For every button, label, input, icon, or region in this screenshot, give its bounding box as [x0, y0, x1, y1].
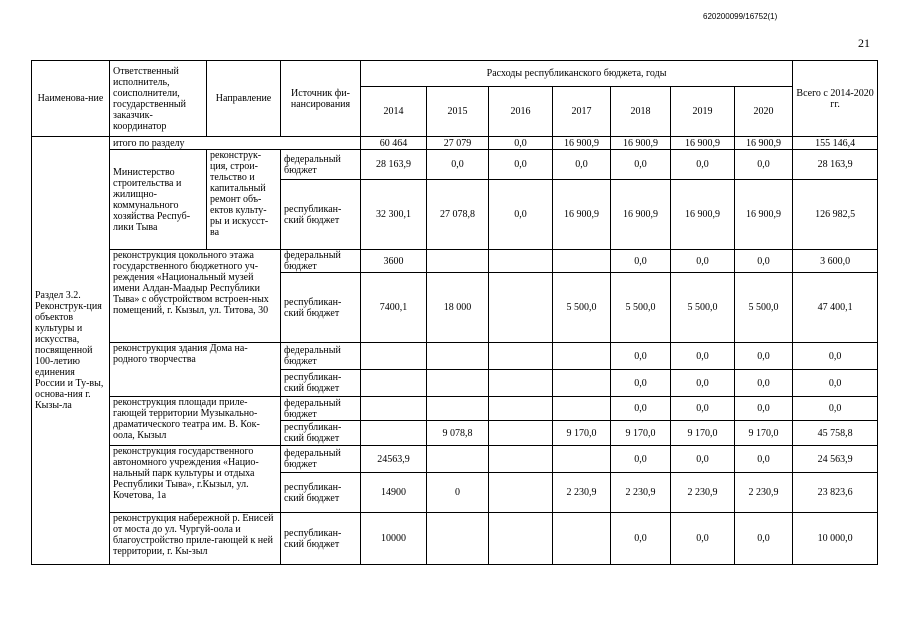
value-cell: 2 230,9: [611, 473, 671, 513]
header-year: 2014: [361, 87, 427, 137]
value-cell: 5 500,0: [671, 273, 735, 343]
value-cell: 16 900,9: [671, 180, 735, 250]
header-expenses: Расходы республиканского бюджета, годы: [361, 61, 793, 87]
value-cell: 16 900,9: [553, 137, 611, 150]
value-cell: 16 900,9: [611, 180, 671, 250]
value-cell: [427, 397, 489, 421]
total-cell: 28 163,9: [793, 150, 878, 180]
section-name: Раздел 3.2. Реконструк-ция объектов культуры и искусства, посвященной 100-летию единения России и Ту-вы, основа-ния г. Кызы-ла: [32, 137, 110, 565]
funding-source: республикан-ский бюджет: [281, 370, 361, 397]
value-cell: 28 163,9: [361, 150, 427, 180]
value-cell: 2 230,9: [553, 473, 611, 513]
value-cell: 60 464: [361, 137, 427, 150]
project-row: [32, 513, 878, 565]
header-name: Наименова-ние: [32, 61, 110, 137]
value-cell: 0,0: [611, 370, 671, 397]
value-cell: 0,0: [671, 370, 735, 397]
header-year: 2020: [735, 87, 793, 137]
value-cell: 3600: [361, 250, 427, 273]
value-cell: 0,0: [611, 397, 671, 421]
project-row: [32, 250, 878, 273]
value-cell: [427, 343, 489, 370]
header-year: 2017: [553, 87, 611, 137]
value-cell: 10000: [361, 513, 427, 565]
value-cell: [361, 397, 427, 421]
ministry-direction: реконструк-ция, строи-тельство и капитальный ремонт объ-ектов культу-ры и искусст-ва: [207, 150, 281, 250]
value-cell: 0,0: [671, 513, 735, 565]
value-cell: [489, 273, 553, 343]
value-cell: 0,0: [427, 150, 489, 180]
header-row: [32, 61, 878, 87]
value-cell: 0,0: [735, 343, 793, 370]
value-cell: 0,0: [735, 446, 793, 473]
value-cell: [553, 250, 611, 273]
project-row: [32, 397, 878, 421]
value-cell: 16 900,9: [611, 137, 671, 150]
value-cell: 9 170,0: [553, 421, 611, 446]
value-cell: [553, 513, 611, 565]
value-cell: 7400,1: [361, 273, 427, 343]
value-cell: 0,0: [611, 343, 671, 370]
funding-source: федеральный бюджет: [281, 397, 361, 421]
funding-source: республикан-ский бюджет: [281, 421, 361, 446]
value-cell: 9 170,0: [735, 421, 793, 446]
header-total: Всего с 2014-2020 гг.: [793, 61, 878, 137]
total-cell: 0,0: [793, 370, 878, 397]
value-cell: 18 000: [427, 273, 489, 343]
value-cell: 32 300,1: [361, 180, 427, 250]
funding-source: республикан-ский бюджет: [281, 473, 361, 513]
total-cell: 47 400,1: [793, 273, 878, 343]
budget-table: [31, 60, 878, 565]
value-cell: 0: [427, 473, 489, 513]
page-number: 21: [858, 36, 870, 50]
value-cell: [489, 421, 553, 446]
value-cell: [361, 370, 427, 397]
header-year: 2015: [427, 87, 489, 137]
header-year: 2018: [611, 87, 671, 137]
value-cell: 0,0: [611, 150, 671, 180]
value-cell: [489, 250, 553, 273]
value-cell: 9 078,8: [427, 421, 489, 446]
funding-source: республикан-ский бюджет: [281, 513, 361, 565]
value-cell: [553, 343, 611, 370]
value-cell: 5 500,0: [611, 273, 671, 343]
value-cell: [361, 421, 427, 446]
value-cell: [553, 370, 611, 397]
value-cell: [553, 397, 611, 421]
project-row: [32, 343, 878, 370]
value-cell: 5 500,0: [553, 273, 611, 343]
funding-source: республикан-ский бюджет: [281, 180, 361, 250]
itogo-label: итого по разделу: [110, 137, 361, 150]
value-cell: 27 079: [427, 137, 489, 150]
value-cell: 14900: [361, 473, 427, 513]
value-cell: [553, 446, 611, 473]
value-cell: 0,0: [671, 250, 735, 273]
document-id: 620200099/16752(1): [703, 12, 778, 21]
value-cell: 0,0: [489, 150, 553, 180]
ministry-row: [32, 150, 878, 180]
value-cell: 16 900,9: [735, 137, 793, 150]
total-cell: 0,0: [793, 343, 878, 370]
value-cell: 0,0: [489, 137, 553, 150]
value-cell: 2 230,9: [671, 473, 735, 513]
project-name: реконструкция набережной р. Енисей от моста до ул. Чургуй-оола и благоустройство приле-гающей к ней территории, г. Кы-зыл: [110, 513, 281, 565]
value-cell: 27 078,8: [427, 180, 489, 250]
project-name: реконструкция государственного автономного учреждения «Нацио-нальный парк культуры и отдыха Республики Тыва», г.Кызыл, ул. Кочетова, 1а: [110, 446, 281, 513]
total-cell: 23 823,6: [793, 473, 878, 513]
value-cell: 0,0: [671, 397, 735, 421]
funding-source: республикан-ский бюджет: [281, 273, 361, 343]
value-cell: [427, 370, 489, 397]
project-name: реконструкция площади приле-гающей территории Музыкально-драматического театра им. В. Кок-оола, Кызыл: [110, 397, 281, 446]
value-cell: 16 900,9: [553, 180, 611, 250]
value-cell: [489, 397, 553, 421]
total-cell: 10 000,0: [793, 513, 878, 565]
total-cell: 3 600,0: [793, 250, 878, 273]
value-cell: [427, 250, 489, 273]
total-cell: 155 146,4: [793, 137, 878, 150]
value-cell: [489, 473, 553, 513]
value-cell: 16 900,9: [735, 180, 793, 250]
value-cell: 0,0: [735, 250, 793, 273]
value-cell: [489, 446, 553, 473]
value-cell: 0,0: [735, 397, 793, 421]
value-cell: 0,0: [671, 446, 735, 473]
value-cell: 9 170,0: [611, 421, 671, 446]
value-cell: 0,0: [611, 250, 671, 273]
itogo-row: [32, 137, 878, 150]
value-cell: 24563,9: [361, 446, 427, 473]
value-cell: 9 170,0: [671, 421, 735, 446]
value-cell: 0,0: [611, 446, 671, 473]
value-cell: [489, 370, 553, 397]
value-cell: [489, 343, 553, 370]
value-cell: [427, 513, 489, 565]
total-cell: 45 758,8: [793, 421, 878, 446]
project-name: реконструкция цокольного этажа государственного бюджетного уч-реждения «Национальный музей имени Алдан-Маадыр Республики Тыва» с обустройством встроен-ных помещений, г. Кызыл, ул. Титова, 30: [110, 250, 281, 343]
project-row: [32, 446, 878, 473]
header-executor: Ответственный исполнитель, соисполнители, государственный заказчик-координатор: [110, 61, 207, 137]
value-cell: 16 900,9: [671, 137, 735, 150]
value-cell: 0,0: [735, 513, 793, 565]
value-cell: [489, 513, 553, 565]
value-cell: 0,0: [671, 150, 735, 180]
total-cell: 0,0: [793, 397, 878, 421]
funding-source: федеральный бюджет: [281, 446, 361, 473]
ministry-name: Министерство строительства и жилищно-коммунального хозяйства Респуб-лики Тыва: [110, 150, 207, 250]
value-cell: 5 500,0: [735, 273, 793, 343]
header-year: 2019: [671, 87, 735, 137]
value-cell: [361, 343, 427, 370]
funding-source: федеральный бюджет: [281, 150, 361, 180]
header-year: 2016: [489, 87, 553, 137]
value-cell: 0,0: [671, 343, 735, 370]
value-cell: 0,0: [735, 370, 793, 397]
value-cell: [427, 446, 489, 473]
total-cell: 24 563,9: [793, 446, 878, 473]
value-cell: 0,0: [489, 180, 553, 250]
header-source: Источник фи-нансирования: [281, 61, 361, 137]
value-cell: 0,0: [553, 150, 611, 180]
total-cell: 126 982,5: [793, 180, 878, 250]
funding-source: федеральный бюджет: [281, 250, 361, 273]
value-cell: 2 230,9: [735, 473, 793, 513]
project-name: реконструкция здания Дома на-родного творчества: [110, 343, 281, 397]
value-cell: 0,0: [611, 513, 671, 565]
funding-source: федеральный бюджет: [281, 343, 361, 370]
header-direction: Направление: [207, 61, 281, 137]
value-cell: 0,0: [735, 150, 793, 180]
